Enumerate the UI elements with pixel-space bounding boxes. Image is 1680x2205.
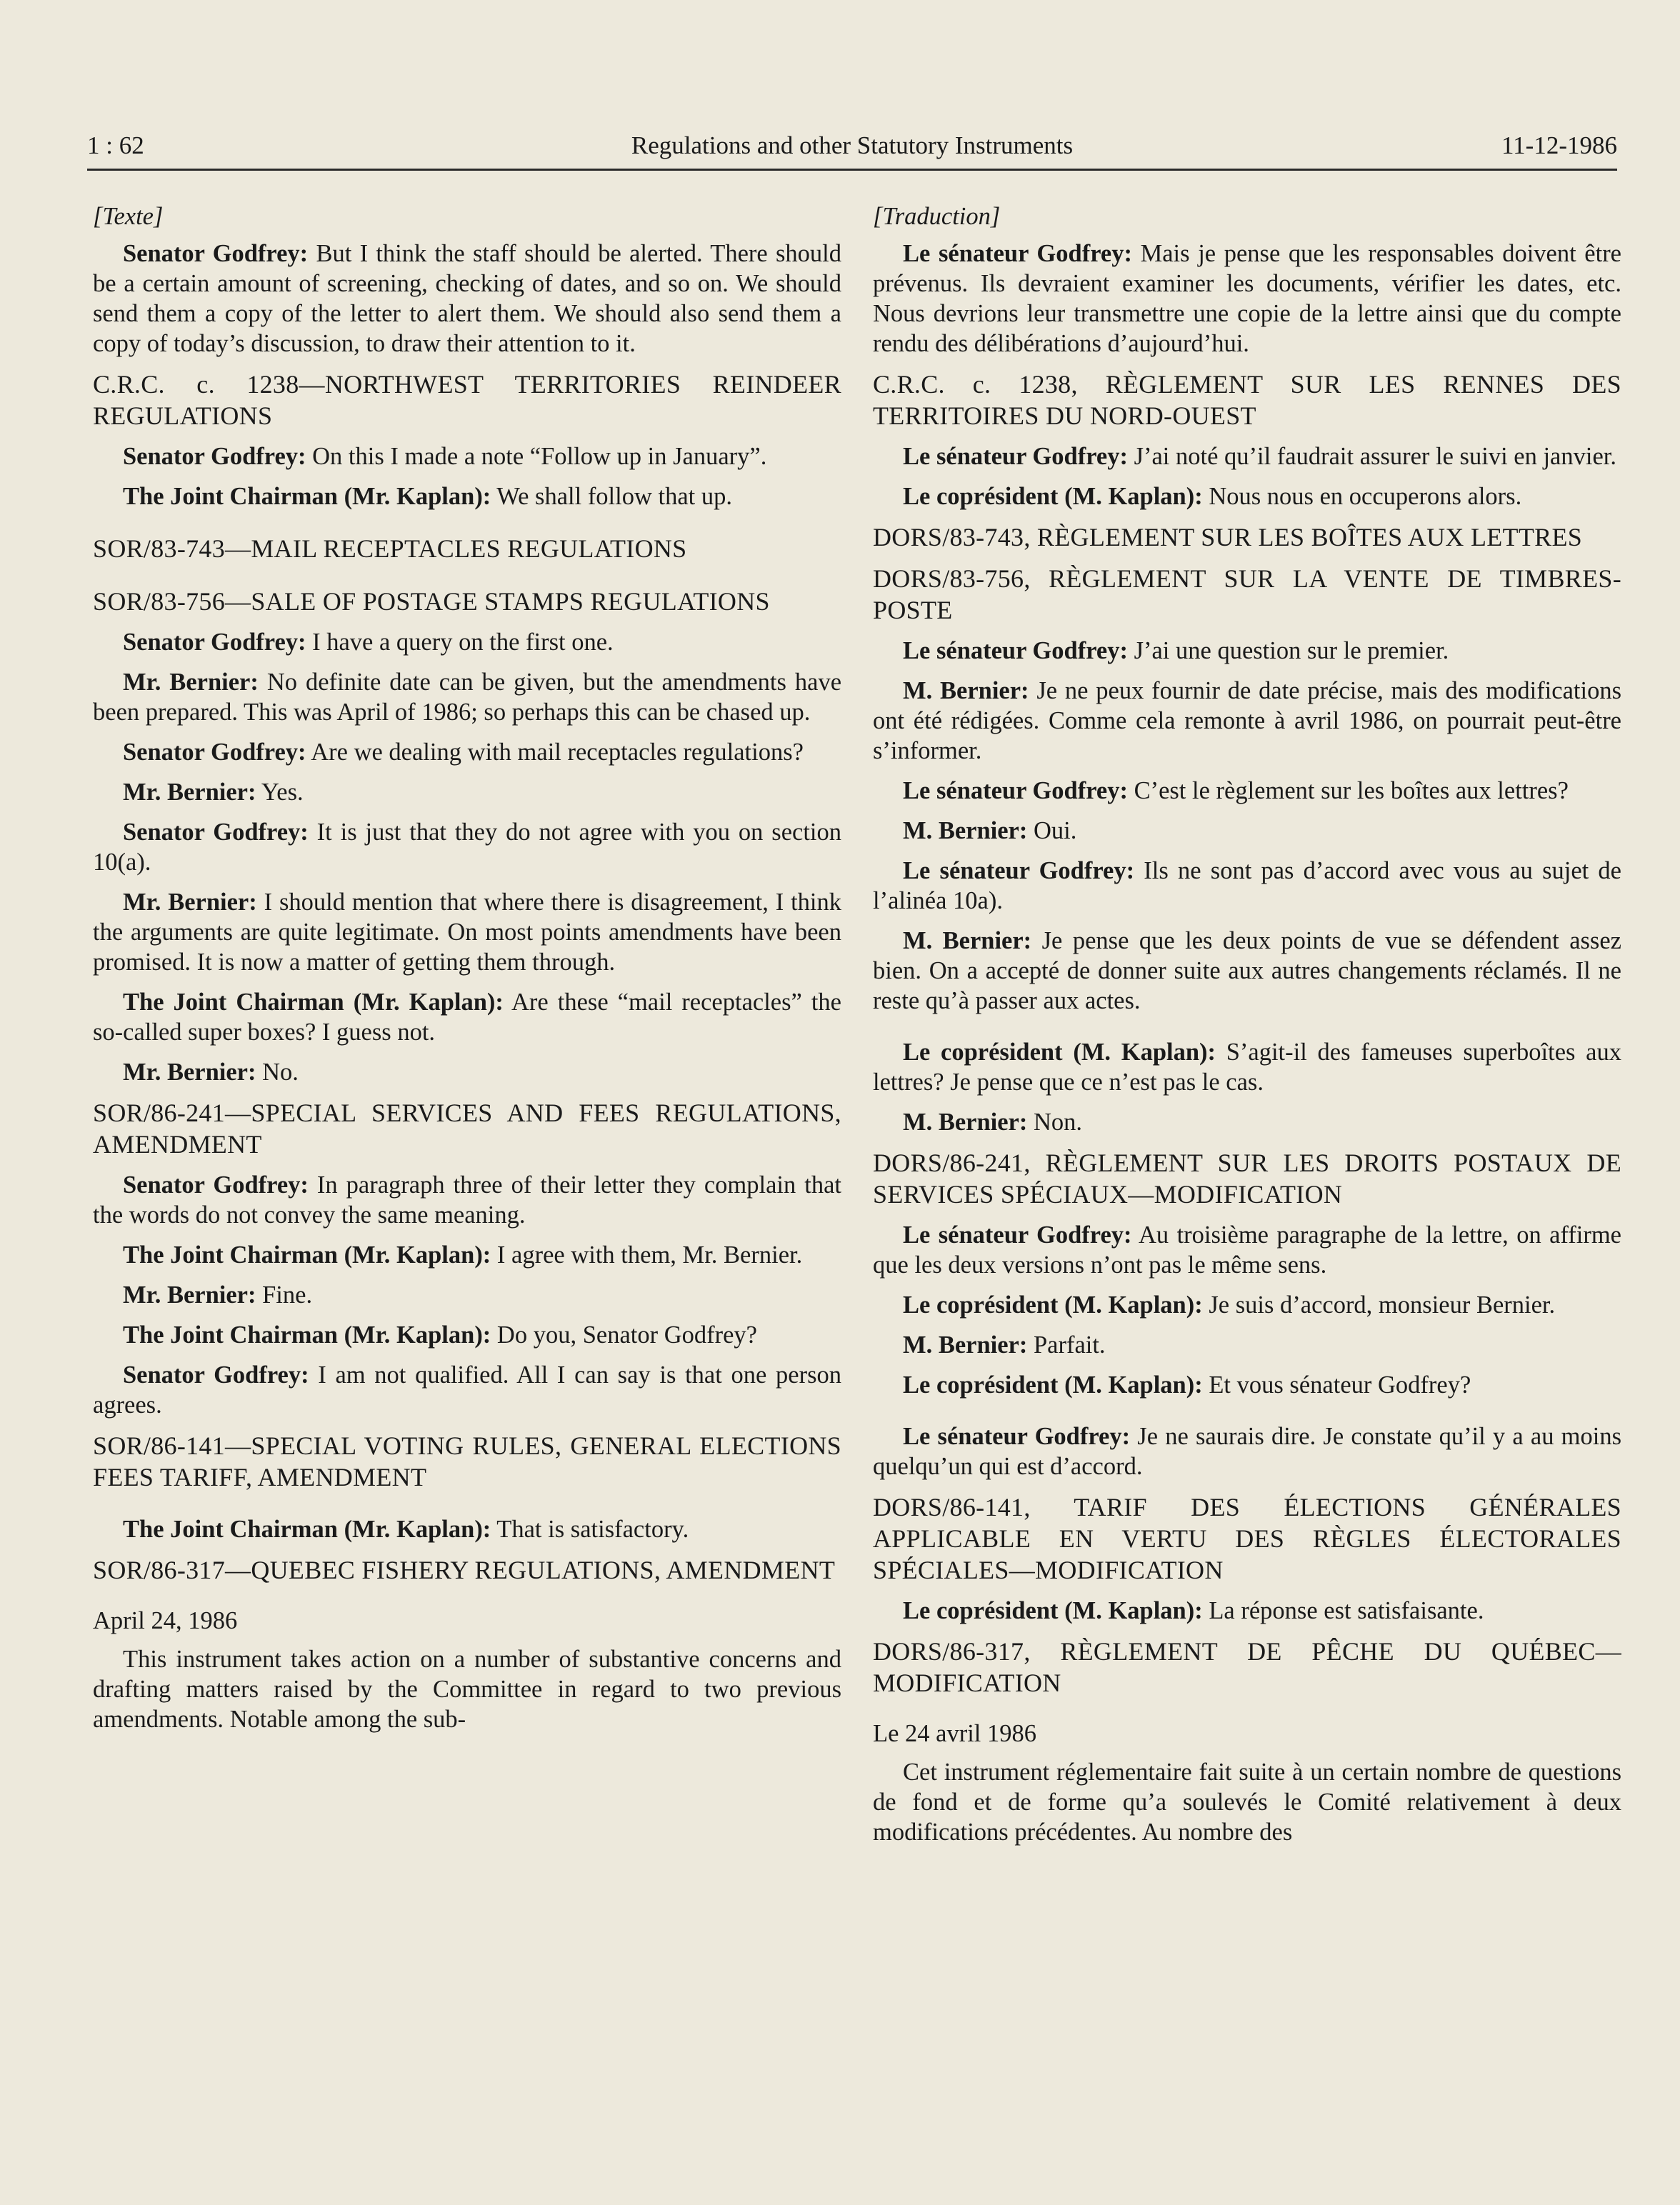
speech-text: La réponse est satisfaisante. — [1202, 1597, 1484, 1624]
section-title: C.R.C. c. 1238—NORTHWEST TERRITORIES REINDEER REGULATIONS — [93, 370, 841, 430]
speaker: The Joint Chairman (Mr. Kaplan): — [123, 1321, 491, 1349]
speaker: Le coprésident (M. Kaplan): — [903, 1371, 1203, 1399]
speech-text: Je suis d’accord, monsieur Bernier. — [1202, 1291, 1556, 1319]
section-title: C.R.C. c. 1238, RÈGLEMENT SUR LES RENNES DES TERRITOIRES DU NORD-OUEST — [873, 370, 1621, 430]
speech — [873, 816, 1621, 846]
speech-text: I am not qualified. All I can say is that one person agrees. — [93, 1361, 841, 1419]
speech-text: Ils ne sont pas d’accord avec vous au sujet de l’alinéa 10a). — [873, 857, 1621, 914]
speech-text: That is satisfactory. — [491, 1516, 689, 1543]
section-title: SOR/83-743—MAIL RECEPTACLES REGULATIONS — [93, 534, 687, 563]
speaker: Mr. Bernier: — [123, 669, 259, 696]
speech — [93, 1320, 841, 1350]
speech — [93, 239, 841, 359]
speech — [873, 1220, 1621, 1280]
speech-text: Au troisième paragraphe de la lettre, on affirme que les deux versions n’ont pas le même sens. — [873, 1221, 1621, 1279]
speech — [93, 1360, 841, 1420]
speech-text: S’agit-il des fameuses superboîtes aux lettres? Je pense que ce n’est pas le cas. — [873, 1039, 1621, 1096]
speech — [873, 1596, 1621, 1626]
speech-text: Nous nous en occuperons alors. — [1202, 483, 1522, 510]
speech — [93, 667, 841, 727]
speaker: Le coprésident (M. Kaplan): — [903, 1039, 1216, 1066]
speech-text: J’ai une question sur le premier. — [1127, 637, 1449, 664]
section-title: DORS/86-141, TARIF DES ÉLECTIONS GÉNÉRALES APPLICABLE EN VERTU DES RÈGLES ÉLECTORALES SPÉCIALES—MODIFICATION — [873, 1493, 1621, 1584]
speech-text: I should mention that where there is disagreement, I think the arguments are quite legitimate. On most points amendments have been promised. It is now a matter of getting them through. — [93, 889, 841, 976]
speech-text: Et vous sénateur Godfrey? — [1202, 1371, 1471, 1399]
section-title: SOR/83-756—SALE OF POSTAGE STAMPS REGULATIONS — [93, 587, 770, 616]
speech — [873, 856, 1621, 916]
speech-text: Do you, Senator Godfrey? — [491, 1321, 757, 1349]
speaker: Le sénateur Godfrey: — [903, 443, 1128, 470]
speaker: Senator Godfrey: — [123, 443, 306, 470]
entry-date: Le 24 avril 1986 — [873, 1720, 1036, 1747]
speaker: Senator Godfrey: — [123, 240, 309, 267]
section-title: SOR/86-241—SPECIAL SERVICES AND FEES REGULATIONS, AMENDMENT — [93, 1099, 841, 1159]
speech-text: It is just that they do not agree with you on section 10(a). — [93, 819, 841, 876]
speech-text: Mais je pense que les responsables doivent être prévenus. Ils devraient examiner les documents, vérifier les dates, etc. Nous devrions leur transmettre une copie de la lettre ainsi que du compte rendu des délibérations d’aujourd’hui. — [873, 240, 1621, 357]
speaker: Senator Godfrey: — [123, 1361, 309, 1389]
speech-text: C’est le règlement sur les boîtes aux lettres? — [1127, 777, 1569, 804]
speech — [873, 1421, 1621, 1481]
speech — [873, 1107, 1621, 1137]
speaker: Mr. Bernier: — [123, 889, 257, 916]
speaker: Le coprésident (M. Kaplan): — [903, 1291, 1203, 1319]
body-paragraph: Cet instrument réglementaire fait suite à un certain nombre de questions de fond et de forme qu’a soulevés le Comité relativement à deux modifications précédentes. Au nombre des — [873, 1759, 1621, 1846]
language-marker: [Texte] — [93, 203, 164, 230]
speaker: Senator Godfrey: — [123, 629, 306, 656]
speech — [93, 987, 841, 1047]
speech — [93, 777, 841, 807]
speaker: The Joint Chairman (Mr. Kaplan): — [123, 1241, 491, 1269]
speaker: The Joint Chairman (Mr. Kaplan): — [123, 989, 504, 1016]
speech-text: But I think the staff should be alerted. There should be a certain amount of screening, checking of dates, and so on. We should send them a copy of the letter to alert them. We should also send them a copy of today’s discussion, to draw their attention to it. — [93, 240, 841, 357]
entry-date: April 24, 1986 — [93, 1607, 238, 1634]
speech — [93, 441, 841, 471]
speech — [93, 1170, 841, 1230]
speech — [873, 1330, 1621, 1360]
speaker: Senator Godfrey: — [123, 819, 309, 846]
speech — [93, 1240, 841, 1270]
speech — [873, 239, 1621, 359]
speech-text: In paragraph three of their letter they complain that the words do not convey the same meaning. — [93, 1171, 841, 1229]
section-title: SOR/86-317—QUEBEC FISHERY REGULATIONS, AMENDMENT — [93, 1556, 836, 1584]
speech — [93, 887, 841, 977]
speaker: M. Bernier: — [903, 677, 1029, 704]
section-title: DORS/83-743, RÈGLEMENT SUR LES BOÎTES AUX LETTRES — [873, 523, 1583, 551]
language-marker: [Traduction] — [873, 203, 1001, 230]
speech-text: I have a query on the first one. — [306, 629, 614, 656]
speech-text: Je pense que les deux points de vue se défendent assez bien. On a accepté de donner suite aux autres changements réclamés. Il ne reste qu’à passer aux actes. — [873, 927, 1621, 1014]
speech-text: Yes. — [256, 779, 304, 806]
speaker: Le sénateur Godfrey: — [903, 857, 1135, 884]
speech — [93, 1280, 841, 1310]
speech — [873, 441, 1621, 471]
section-title: DORS/86-241, RÈGLEMENT SUR LES DROITS POSTAUX DE SERVICES SPÉCIAUX—MODIFICATION — [873, 1149, 1621, 1209]
speaker: The Joint Chairman (Mr. Kaplan): — [123, 1516, 491, 1543]
section-title: DORS/86-317, RÈGLEMENT DE PÊCHE DU QUÉBEC—MODIFICATION — [873, 1637, 1621, 1697]
speaker: Le sénateur Godfrey: — [903, 240, 1132, 267]
speaker: Mr. Bernier: — [123, 1281, 256, 1309]
running-title: Regulations and other Statutory Instruments — [631, 131, 1074, 159]
speaker: Le coprésident (M. Kaplan): — [903, 483, 1203, 510]
speaker: M. Bernier: — [903, 1331, 1028, 1359]
speech-text: Oui. — [1027, 817, 1077, 844]
speech-text: Je ne saurais dire. Je constate qu’il y a au moins quelqu’un qui est d’accord. — [873, 1423, 1621, 1480]
speech-text: Non. — [1027, 1109, 1083, 1136]
page-header — [87, 126, 1617, 171]
speaker: The Joint Chairman (Mr. Kaplan): — [123, 483, 491, 510]
speaker: Le sénateur Godfrey: — [903, 777, 1128, 804]
speech-text: Je ne peux fournir de date précise, mais des modifications ont été rédigées. Comme cela remonte à avril 1986, on pourrait peut-être s’informer. — [873, 677, 1621, 764]
speech — [93, 627, 841, 657]
french-column — [873, 201, 1621, 1857]
speaker: Mr. Bernier: — [123, 1059, 256, 1086]
speaker: M. Bernier: — [903, 1109, 1028, 1136]
speech-text: Are these “mail receptacles” the so-called super boxes? I guess not. — [93, 989, 841, 1046]
header-date: 11-12-1986 — [1501, 131, 1617, 159]
speaker: Senator Godfrey: — [123, 1171, 309, 1199]
speech — [873, 1290, 1621, 1320]
speaker: Senator Godfrey: — [123, 739, 306, 766]
speech — [873, 481, 1621, 511]
speech-text: I agree with them, Mr. Bernier. — [491, 1241, 803, 1269]
speech — [93, 1057, 841, 1087]
speaker: M. Bernier: — [903, 927, 1032, 954]
speech-text: Parfait. — [1027, 1331, 1106, 1359]
speaker: M. Bernier: — [903, 817, 1028, 844]
speech — [873, 1037, 1621, 1097]
speaker: Le sénateur Godfrey: — [903, 637, 1128, 664]
speech-text: On this I made a note “Follow up in January”. — [306, 443, 767, 470]
speech — [93, 1514, 841, 1544]
speech-text: No. — [256, 1059, 299, 1086]
speaker: Le sénateur Godfrey: — [903, 1221, 1132, 1249]
english-column — [93, 201, 841, 1744]
speaker: Le sénateur Godfrey: — [903, 1423, 1131, 1450]
speech-text: Fine. — [256, 1281, 313, 1309]
speech — [873, 676, 1621, 766]
speech-text: No definite date can be given, but the amendments have been prepared. This was April of 1986; so perhaps this can be chased up. — [93, 669, 842, 726]
speech-text: Are we dealing with mail receptacles regulations? — [306, 739, 804, 766]
body-paragraph: This instrument takes action on a number of substantive concerns and drafting matters raised by the Committee in regard to two previous amendments. Notable among the sub- — [93, 1646, 841, 1733]
speech — [873, 1370, 1621, 1400]
speech — [93, 817, 841, 877]
speaker: Mr. Bernier: — [123, 779, 256, 806]
speech — [93, 481, 841, 511]
speech — [93, 737, 841, 767]
speech — [873, 776, 1621, 806]
page-number: 1 : 62 — [87, 131, 144, 159]
speaker: Le coprésident (M. Kaplan): — [903, 1597, 1203, 1624]
speech — [873, 926, 1621, 1016]
speech-text: J’ai noté qu’il faudrait assurer le suivi en janvier. — [1127, 443, 1616, 470]
section-title: SOR/86-141—SPECIAL VOTING RULES, GENERAL ELECTIONS FEES TARIFF, AMENDMENT — [93, 1431, 841, 1491]
speech — [873, 636, 1621, 666]
speech-text: We shall follow that up. — [491, 483, 733, 510]
section-title: DORS/83-756, RÈGLEMENT SUR LA VENTE DE TIMBRES-POSTE — [873, 564, 1621, 624]
